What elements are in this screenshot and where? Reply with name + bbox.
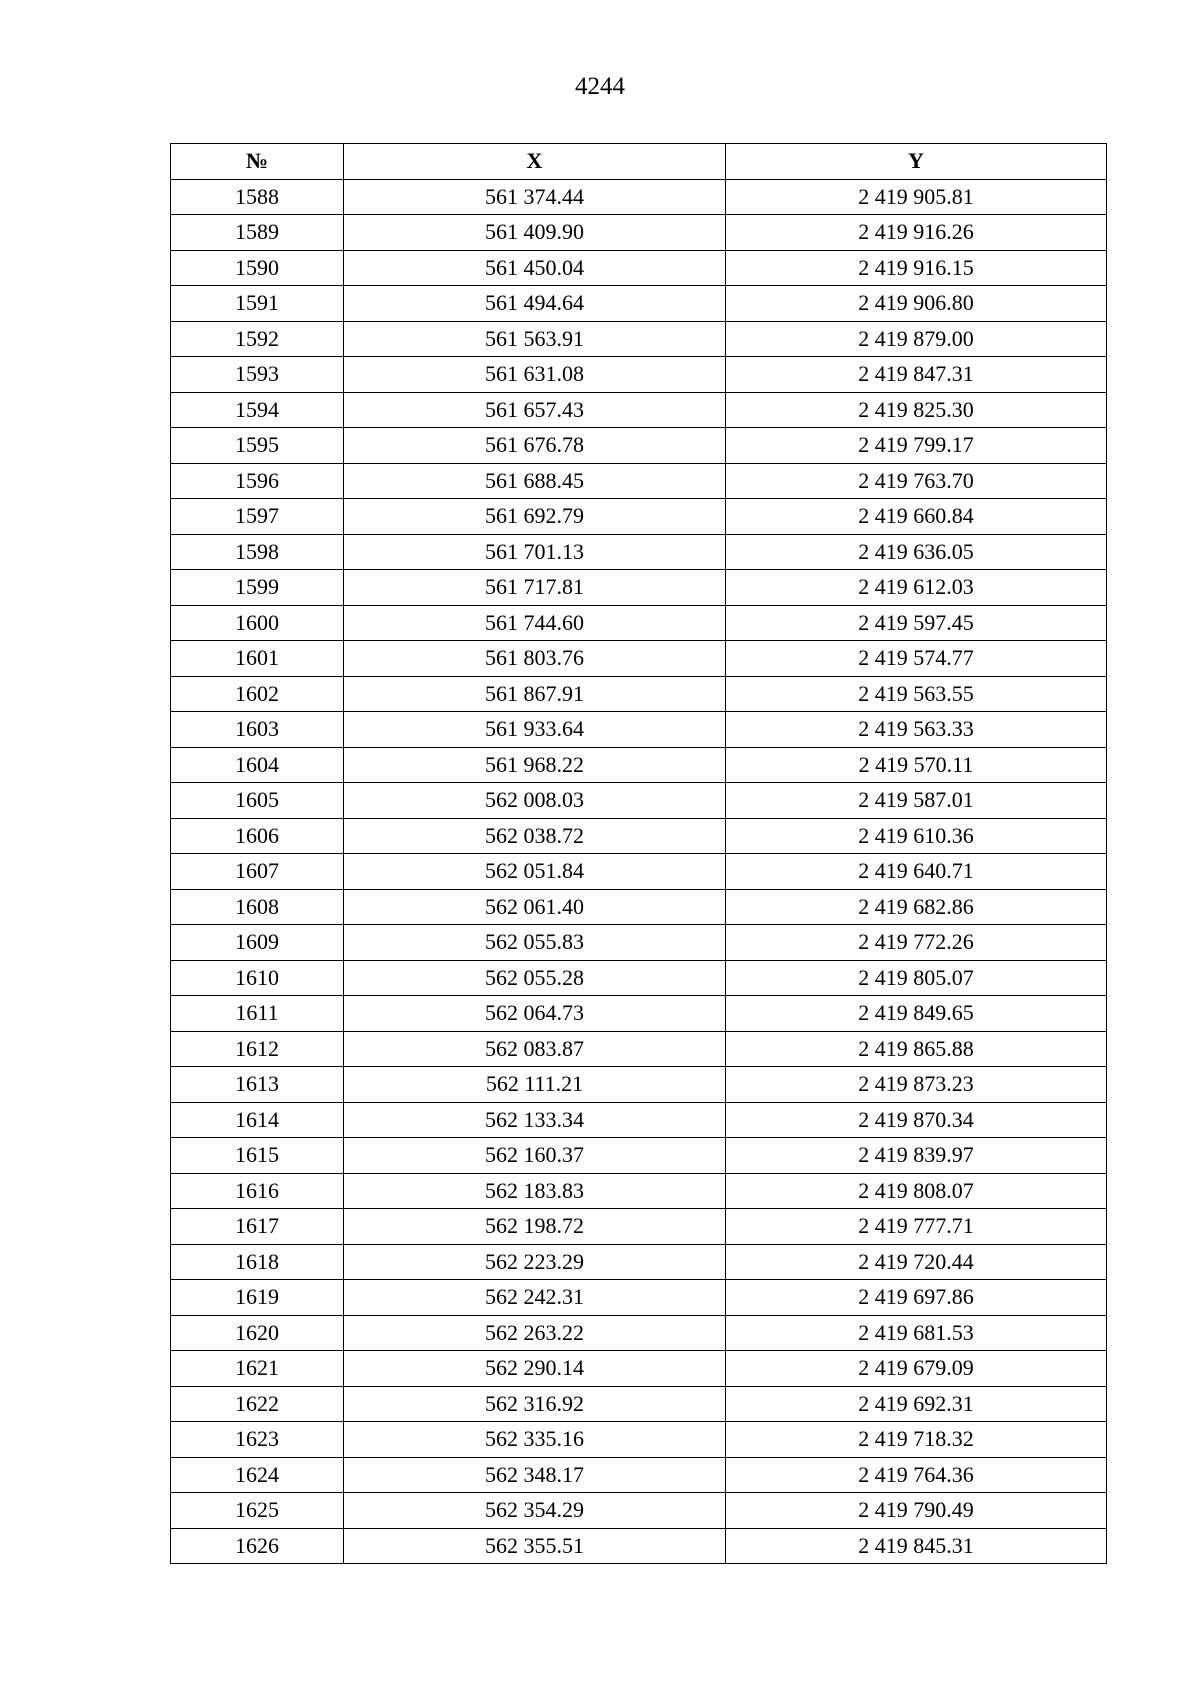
cell-number: 1626 xyxy=(171,1528,344,1564)
cell-x: 562 055.28 xyxy=(344,960,726,996)
table-row xyxy=(171,570,1107,606)
cell-y: 2 419 718.32 xyxy=(726,1422,1107,1458)
cell-x: 562 290.14 xyxy=(344,1351,726,1387)
cell-number: 1603 xyxy=(171,712,344,748)
table-row xyxy=(171,1173,1107,1209)
cell-y: 2 419 692.31 xyxy=(726,1386,1107,1422)
cell-y: 2 419 640.71 xyxy=(726,854,1107,890)
cell-x: 561 409.90 xyxy=(344,215,726,251)
cell-y: 2 419 870.34 xyxy=(726,1102,1107,1138)
cell-x: 562 160.37 xyxy=(344,1138,726,1174)
cell-x: 561 563.91 xyxy=(344,321,726,357)
cell-x: 561 494.64 xyxy=(344,286,726,322)
table-row xyxy=(171,1528,1107,1564)
column-header-y: Y xyxy=(726,144,1107,180)
column-header-number: № xyxy=(171,144,344,180)
cell-number: 1602 xyxy=(171,676,344,712)
cell-x: 562 008.03 xyxy=(344,783,726,819)
cell-y: 2 419 847.31 xyxy=(726,357,1107,393)
table-row xyxy=(171,1102,1107,1138)
table-row xyxy=(171,428,1107,464)
cell-x: 562 348.17 xyxy=(344,1457,726,1493)
cell-y: 2 419 905.81 xyxy=(726,179,1107,215)
column-header-x: X xyxy=(344,144,726,180)
table-row xyxy=(171,1457,1107,1493)
table-row xyxy=(171,321,1107,357)
coordinates-table xyxy=(170,143,1107,1564)
table-row xyxy=(171,1280,1107,1316)
cell-x: 561 933.64 xyxy=(344,712,726,748)
cell-number: 1590 xyxy=(171,250,344,286)
cell-x: 562 198.72 xyxy=(344,1209,726,1245)
cell-number: 1623 xyxy=(171,1422,344,1458)
cell-y: 2 419 679.09 xyxy=(726,1351,1107,1387)
cell-number: 1599 xyxy=(171,570,344,606)
cell-y: 2 419 697.86 xyxy=(726,1280,1107,1316)
cell-number: 1594 xyxy=(171,392,344,428)
table-row xyxy=(171,1209,1107,1245)
cell-y: 2 419 790.49 xyxy=(726,1493,1107,1529)
cell-x: 562 316.92 xyxy=(344,1386,726,1422)
table-row xyxy=(171,712,1107,748)
cell-y: 2 419 587.01 xyxy=(726,783,1107,819)
cell-number: 1620 xyxy=(171,1315,344,1351)
cell-x: 562 055.83 xyxy=(344,925,726,961)
table-row xyxy=(171,676,1107,712)
header-row xyxy=(171,144,1107,180)
cell-y: 2 419 681.53 xyxy=(726,1315,1107,1351)
cell-x: 561 657.43 xyxy=(344,392,726,428)
cell-y: 2 419 865.88 xyxy=(726,1031,1107,1067)
cell-y: 2 419 808.07 xyxy=(726,1173,1107,1209)
cell-y: 2 419 660.84 xyxy=(726,499,1107,535)
cell-y: 2 419 636.05 xyxy=(726,534,1107,570)
cell-number: 1625 xyxy=(171,1493,344,1529)
cell-number: 1612 xyxy=(171,1031,344,1067)
cell-x: 562 051.84 xyxy=(344,854,726,890)
cell-y: 2 419 849.65 xyxy=(726,996,1107,1032)
cell-x: 561 701.13 xyxy=(344,534,726,570)
cell-y: 2 419 763.70 xyxy=(726,463,1107,499)
table-row xyxy=(171,605,1107,641)
cell-y: 2 419 916.15 xyxy=(726,250,1107,286)
cell-number: 1611 xyxy=(171,996,344,1032)
cell-x: 561 450.04 xyxy=(344,250,726,286)
table-row xyxy=(171,1031,1107,1067)
cell-number: 1589 xyxy=(171,215,344,251)
table-header xyxy=(171,144,1107,180)
table-row xyxy=(171,747,1107,783)
table-row xyxy=(171,463,1107,499)
cell-x: 561 692.79 xyxy=(344,499,726,535)
cell-x: 561 867.91 xyxy=(344,676,726,712)
cell-number: 1601 xyxy=(171,641,344,677)
table-row xyxy=(171,996,1107,1032)
cell-y: 2 419 563.55 xyxy=(726,676,1107,712)
cell-number: 1596 xyxy=(171,463,344,499)
cell-y: 2 419 879.00 xyxy=(726,321,1107,357)
table-row xyxy=(171,499,1107,535)
cell-y: 2 419 682.86 xyxy=(726,889,1107,925)
cell-y: 2 419 570.11 xyxy=(726,747,1107,783)
cell-x: 561 688.45 xyxy=(344,463,726,499)
page-number: 4244 xyxy=(575,73,625,100)
cell-number: 1600 xyxy=(171,605,344,641)
cell-x: 562 354.29 xyxy=(344,1493,726,1529)
cell-y: 2 419 839.97 xyxy=(726,1138,1107,1174)
cell-y: 2 419 777.71 xyxy=(726,1209,1107,1245)
cell-number: 1598 xyxy=(171,534,344,570)
cell-number: 1593 xyxy=(171,357,344,393)
cell-y: 2 419 805.07 xyxy=(726,960,1107,996)
cell-x: 561 803.76 xyxy=(344,641,726,677)
cell-x: 562 061.40 xyxy=(344,889,726,925)
cell-y: 2 419 873.23 xyxy=(726,1067,1107,1103)
table-row xyxy=(171,1315,1107,1351)
cell-x: 562 355.51 xyxy=(344,1528,726,1564)
cell-x: 562 263.22 xyxy=(344,1315,726,1351)
cell-number: 1615 xyxy=(171,1138,344,1174)
table-row xyxy=(171,960,1107,996)
table-row xyxy=(171,783,1107,819)
cell-y: 2 419 825.30 xyxy=(726,392,1107,428)
cell-number: 1604 xyxy=(171,747,344,783)
table-row xyxy=(171,179,1107,215)
table-row xyxy=(171,641,1107,677)
cell-number: 1621 xyxy=(171,1351,344,1387)
cell-number: 1609 xyxy=(171,925,344,961)
table-body xyxy=(171,179,1107,1564)
cell-x: 561 374.44 xyxy=(344,179,726,215)
cell-number: 1592 xyxy=(171,321,344,357)
cell-x: 562 133.34 xyxy=(344,1102,726,1138)
cell-number: 1618 xyxy=(171,1244,344,1280)
cell-x: 562 183.83 xyxy=(344,1173,726,1209)
table-row xyxy=(171,925,1107,961)
cell-y: 2 419 597.45 xyxy=(726,605,1107,641)
cell-number: 1605 xyxy=(171,783,344,819)
cell-x: 562 064.73 xyxy=(344,996,726,1032)
cell-y: 2 419 574.77 xyxy=(726,641,1107,677)
cell-y: 2 419 799.17 xyxy=(726,428,1107,464)
table-row xyxy=(171,854,1107,890)
cell-y: 2 419 772.26 xyxy=(726,925,1107,961)
cell-x: 561 968.22 xyxy=(344,747,726,783)
table-row xyxy=(171,1067,1107,1103)
table-row xyxy=(171,1244,1107,1280)
cell-x: 562 242.31 xyxy=(344,1280,726,1316)
table-row xyxy=(171,357,1107,393)
cell-number: 1616 xyxy=(171,1173,344,1209)
cell-number: 1624 xyxy=(171,1457,344,1493)
table-row xyxy=(171,215,1107,251)
cell-y: 2 419 610.36 xyxy=(726,818,1107,854)
cell-number: 1608 xyxy=(171,889,344,925)
cell-y: 2 419 720.44 xyxy=(726,1244,1107,1280)
cell-number: 1614 xyxy=(171,1102,344,1138)
table-row xyxy=(171,818,1107,854)
cell-x: 562 111.21 xyxy=(344,1067,726,1103)
cell-x: 561 717.81 xyxy=(344,570,726,606)
cell-y: 2 419 612.03 xyxy=(726,570,1107,606)
cell-x: 561 744.60 xyxy=(344,605,726,641)
table-row xyxy=(171,286,1107,322)
table-row xyxy=(171,1138,1107,1174)
cell-y: 2 419 916.26 xyxy=(726,215,1107,251)
table-row xyxy=(171,1386,1107,1422)
cell-number: 1622 xyxy=(171,1386,344,1422)
table-row xyxy=(171,250,1107,286)
cell-x: 561 676.78 xyxy=(344,428,726,464)
cell-number: 1588 xyxy=(171,179,344,215)
cell-number: 1610 xyxy=(171,960,344,996)
cell-y: 2 419 906.80 xyxy=(726,286,1107,322)
table-row xyxy=(171,534,1107,570)
cell-x: 562 223.29 xyxy=(344,1244,726,1280)
cell-number: 1591 xyxy=(171,286,344,322)
table-row xyxy=(171,1493,1107,1529)
cell-x: 562 335.16 xyxy=(344,1422,726,1458)
cell-x: 561 631.08 xyxy=(344,357,726,393)
cell-number: 1597 xyxy=(171,499,344,535)
table-row xyxy=(171,1422,1107,1458)
cell-number: 1619 xyxy=(171,1280,344,1316)
cell-number: 1606 xyxy=(171,818,344,854)
cell-x: 562 038.72 xyxy=(344,818,726,854)
cell-y: 2 419 845.31 xyxy=(726,1528,1107,1564)
table-row xyxy=(171,1351,1107,1387)
cell-number: 1607 xyxy=(171,854,344,890)
table-row xyxy=(171,889,1107,925)
cell-x: 562 083.87 xyxy=(344,1031,726,1067)
cell-number: 1595 xyxy=(171,428,344,464)
cell-number: 1617 xyxy=(171,1209,344,1245)
table-row xyxy=(171,392,1107,428)
cell-y: 2 419 764.36 xyxy=(726,1457,1107,1493)
cell-number: 1613 xyxy=(171,1067,344,1103)
cell-y: 2 419 563.33 xyxy=(726,712,1107,748)
